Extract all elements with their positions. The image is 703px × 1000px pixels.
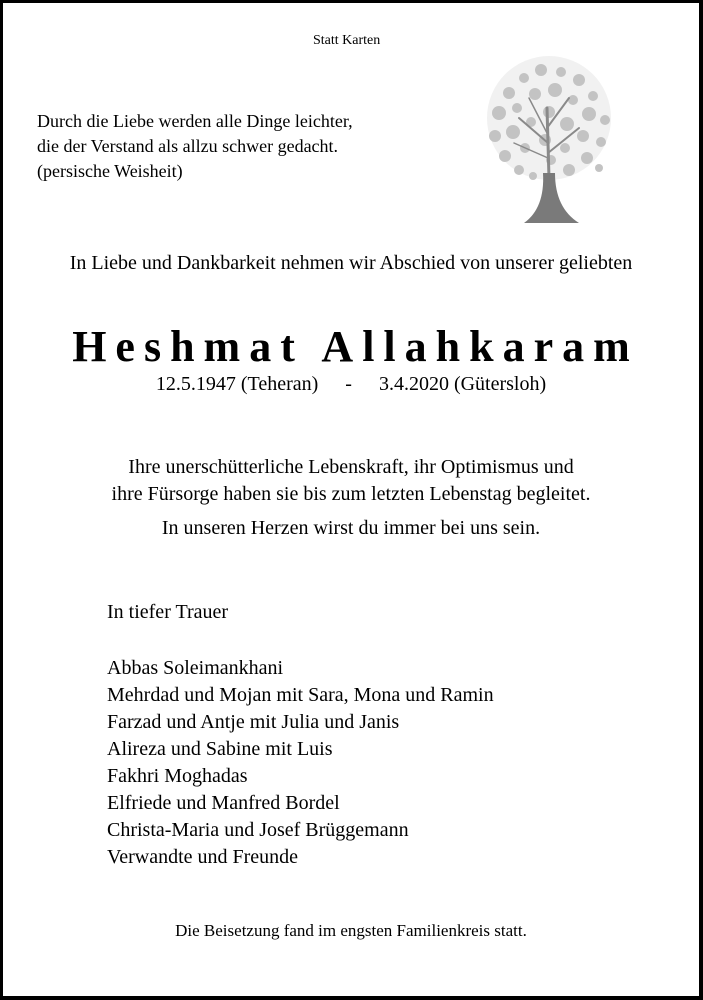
mourner-item: Mehrdad und Mojan mit Sara, Mona und Ramin: [107, 684, 494, 706]
mourner-item: Farzad und Antje mit Julia und Janis: [107, 711, 400, 733]
mourners-list: [107, 655, 494, 871]
heart-tree-icon: [469, 48, 629, 228]
mourner-item: Verwandte und Freunde: [107, 846, 299, 868]
deceased-name: Heshmat Allahkaram: [72, 322, 639, 371]
mourner-item: Alireza und Sabine mit Luis: [107, 738, 333, 760]
quote-source: (persische Weisheit): [37, 161, 183, 181]
birth-date: 12.5.1947 (Teheran): [155, 373, 319, 395]
tribute-line: Ihre unerschütterliche Lebenskraft, ihr Optimismus und: [128, 456, 574, 478]
life-dates: [3, 373, 699, 396]
tribute-text: [3, 454, 699, 508]
obituary-card: [3, 3, 699, 996]
date-separator: -: [345, 373, 352, 395]
mourner-item: Christa-Maria und Josef Brüggemann: [107, 819, 409, 841]
statt-karten-label: Statt Karten: [313, 33, 381, 48]
mourner-item: Fakhri Moghadas: [107, 765, 248, 787]
heart-line: In unseren Herzen wirst du immer bei uns sein.: [161, 517, 541, 539]
mourner-item: Elfriede und Manfred Bordel: [107, 792, 340, 814]
death-date: 3.4.2020 (Gütersloh): [378, 373, 547, 395]
intro-text: In Liebe und Dankbarkeit nehmen wir Abschied von unserer geliebten: [69, 252, 633, 274]
mourner-item: Abbas Soleimankhani: [107, 657, 284, 679]
mourning-heading: In tiefer Trauer: [107, 601, 229, 623]
tribute-line: ihre Fürsorge haben sie bis zum letzten Lebenstag begleitet.: [111, 483, 591, 505]
quote-line: Durch die Liebe werden alle Dinge leichter,: [37, 111, 353, 131]
persian-quote: [37, 109, 353, 184]
quote-line: die der Verstand als allzu schwer gedacht.: [37, 136, 339, 156]
burial-note: Die Beisetzung fand im engsten Familienkreis statt.: [175, 921, 527, 940]
